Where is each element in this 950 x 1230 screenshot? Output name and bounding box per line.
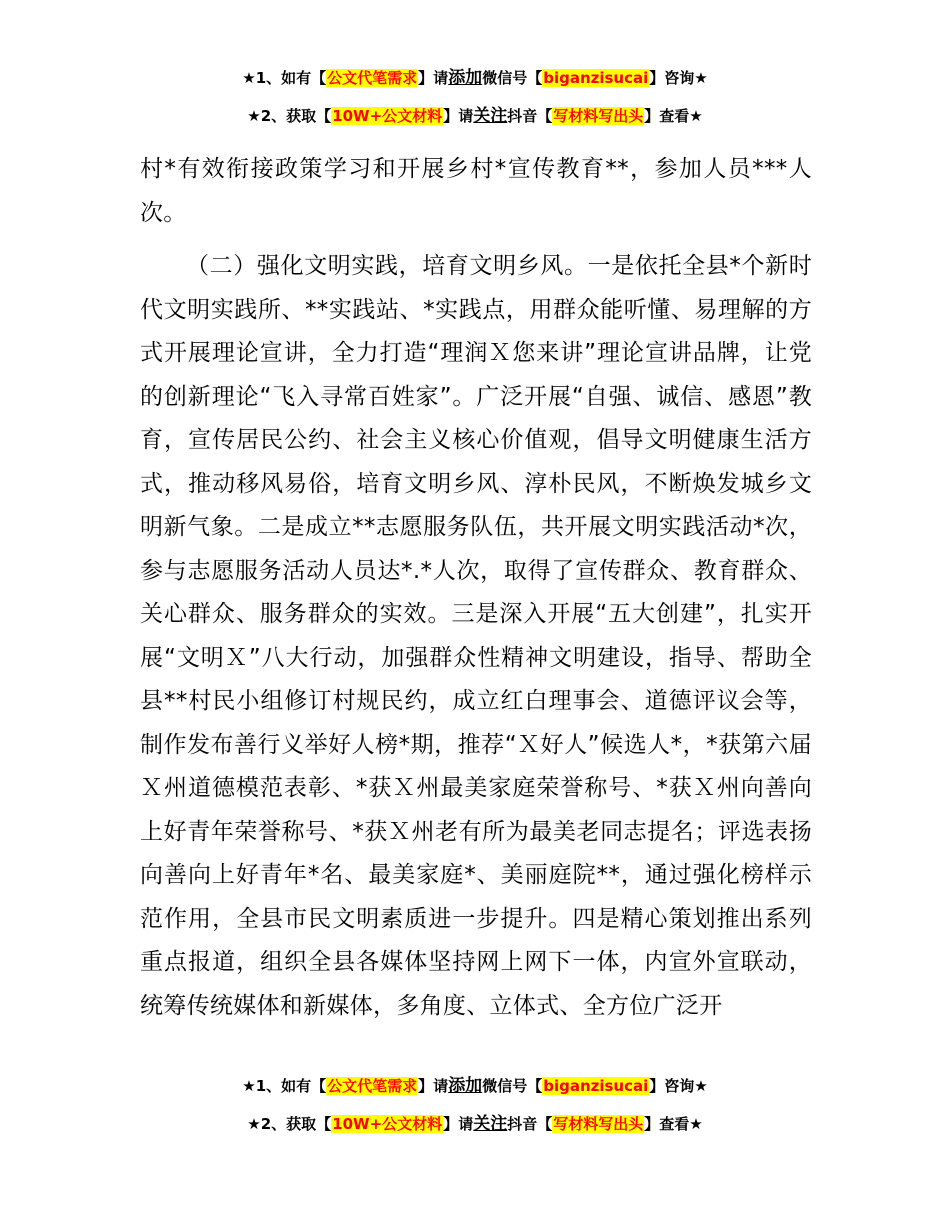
banner-mid: 微信号【 [482, 1077, 543, 1095]
banner-mid: 】请 [418, 1077, 449, 1095]
banner-mid: 】请 [443, 1115, 474, 1133]
banner-highlight-wechat-id: biganzisucai [543, 1077, 649, 1095]
banner-mid: 微信号【 [482, 69, 543, 87]
banner-emphasis: 关注 [473, 106, 508, 126]
banner-highlight-materials: 10W+公文材料 [332, 107, 443, 125]
banner-highlight-service: 公文代笔需求 [327, 69, 418, 87]
banner-emphasis: 关注 [473, 1114, 508, 1134]
document-paragraph-section-2: （二）强化文明实践，培育文明乡风。一是依托全县*个新时代文明实践所、**实践站、*实践点，用群众能听懂、易理解的方式开展理论宣讲，全力打造“理润Ｘ您来讲”理论宣讲品牌，让党的创新理论“飞入寻常百姓家”。广泛开展“自强、诚信、感恩”教育，宣传居民公约、社会主义核心价值观，倡导文明健康生活方式，推动移风易俗，培育文明乡风、淳朴民风，不断焕发城乡文明新气象。二是成立**志愿服务队伍，共开展文明实践活动*次，参与志愿服务活动人员达*.*人次，取得了宣传群众、教育群众、关心群众、服务群众的实效。三是深入开展“五大创建”，扎实开展“文明Ｘ”八大行动，加强群众性精神文明建设，指导、帮助全县**村民小组修订村规民约，成立红白理事会、道德评议会等，制作发布善行义举好人榜*期，推荐“Ｘ好人”候选人*，*获第六届Ｘ州道德模范表彰、*获Ｘ州最美家庭荣誉称号、*获Ｘ州向善向上好青年荣誉称号、*获Ｘ州老有所为最美老同志提名；评选表扬向善向上好青年*名、最美家庭*、美丽庭院**，通过强化榜样示范作用，全县市民文明素质进一步提升。四是精心策划推出系列重点报道，组织全县各媒体坚持网上网下一体，内宣外宣联动，统筹传统媒体和新媒体，多角度、立体式、全方位广泛开 [140, 253, 812, 1019]
document-paragraph-continuation: 村*有效衔接政策学习和开展乡村*宣传教育**，参加人员***人次。 [140, 156, 812, 226]
bottom-banner-line-2 [0, 1114, 950, 1134]
banner-emphasis: 添加 [448, 1076, 483, 1096]
banner-mid: 】请 [418, 69, 449, 87]
banner-highlight-wechat-id: biganzisucai [543, 69, 649, 87]
banner-mid: 】请 [443, 107, 474, 125]
banner-emphasis: 添加 [448, 68, 483, 88]
banner-mid: 抖音【 [507, 107, 553, 125]
banner-prefix: ★1、如有【 [242, 1077, 327, 1095]
banner-suffix: 】查看★ [644, 107, 703, 125]
banner-highlight-service: 公文代笔需求 [327, 1077, 418, 1095]
banner-prefix: ★2、获取【 [247, 1115, 332, 1133]
banner-suffix: 】咨询★ [649, 69, 708, 87]
banner-highlight-materials: 10W+公文材料 [332, 1115, 443, 1133]
banner-prefix: ★1、如有【 [242, 69, 327, 87]
top-banner-line-2 [0, 106, 950, 126]
banner-suffix: 】查看★ [644, 1115, 703, 1133]
bottom-banner-line-1 [0, 1076, 950, 1096]
top-banner-line-1 [0, 68, 950, 88]
banner-prefix: ★2、获取【 [247, 107, 332, 125]
banner-mid: 抖音【 [507, 1115, 553, 1133]
banner-highlight-douyin-account: 写材料写出头 [553, 1115, 644, 1133]
banner-suffix: 】咨询★ [649, 1077, 708, 1095]
banner-highlight-douyin-account: 写材料写出头 [553, 107, 644, 125]
